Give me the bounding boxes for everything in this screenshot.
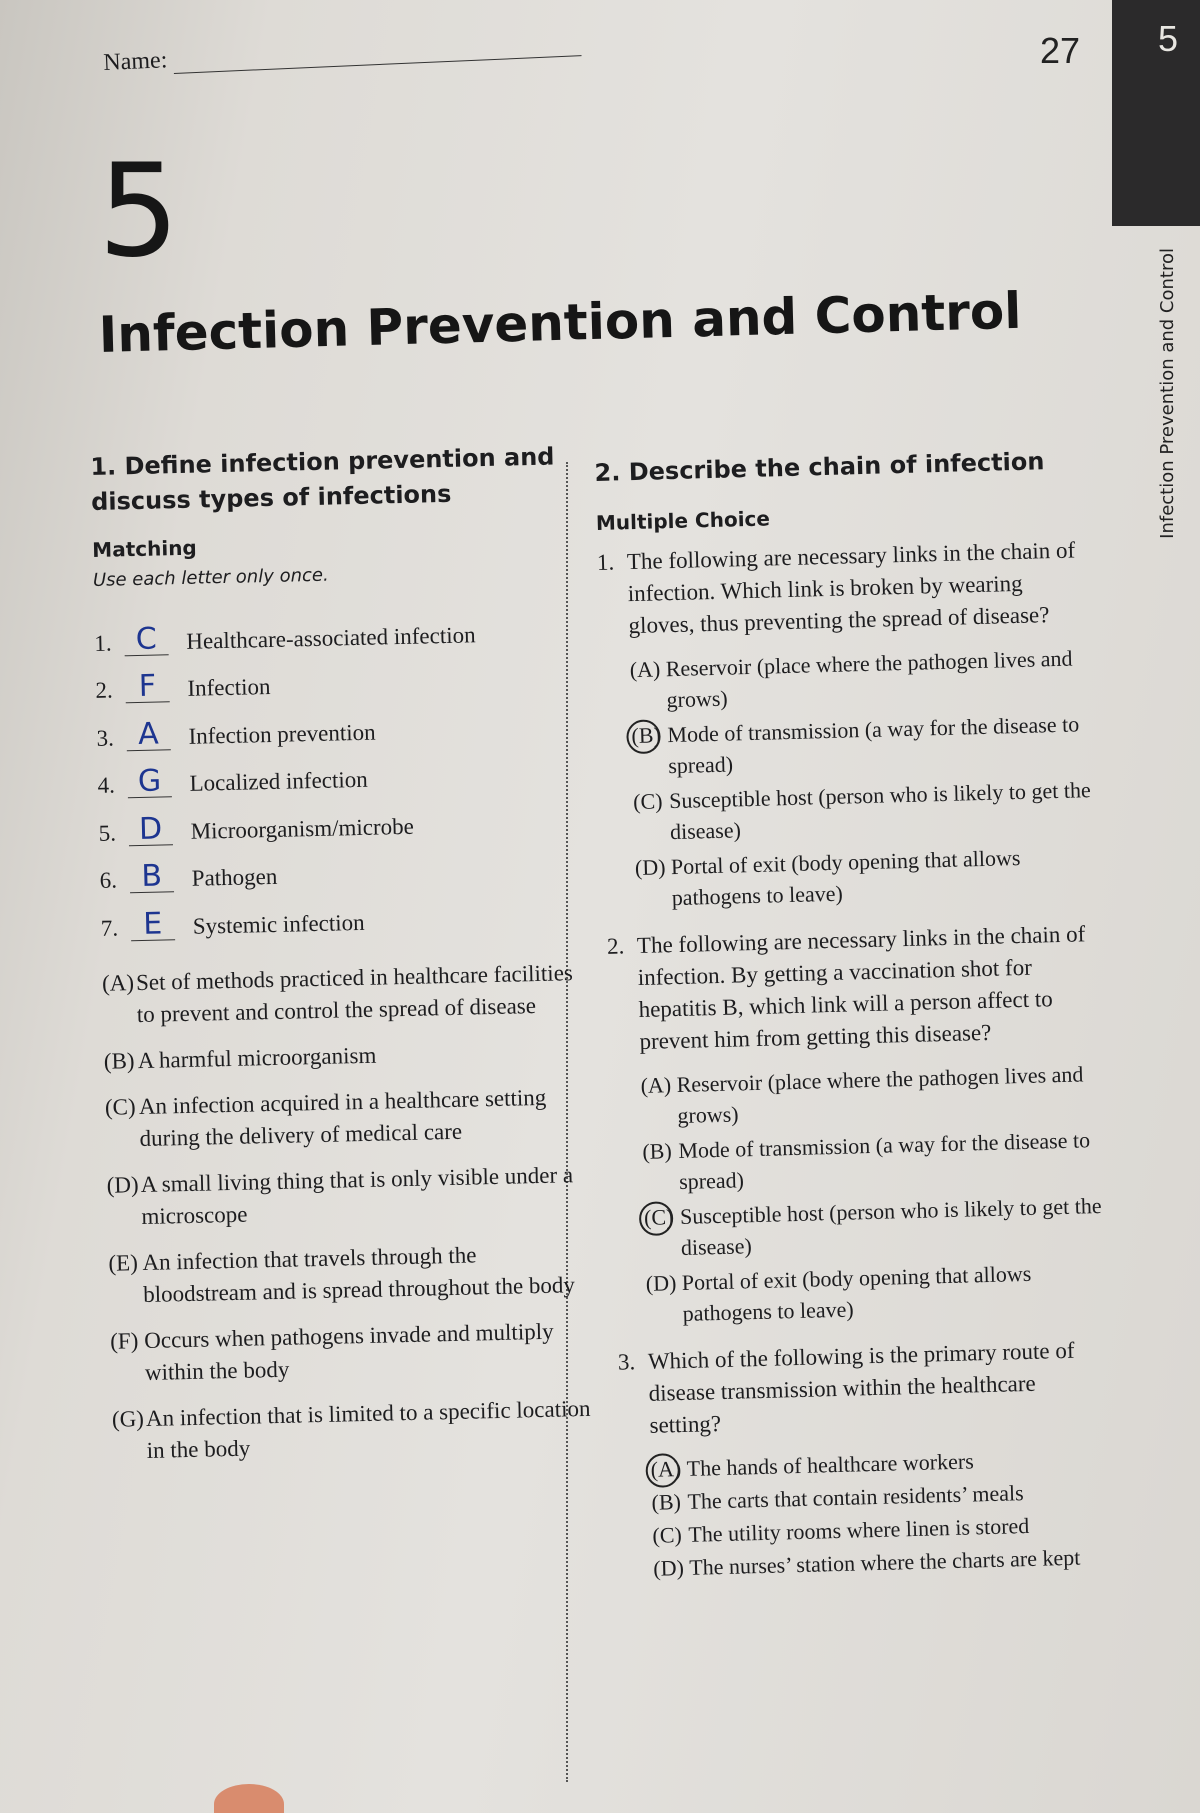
choice-letter: (D) — [634, 854, 666, 881]
section-2-heading: 2. Describe the chain of infection — [594, 447, 1045, 487]
question — [607, 918, 1107, 1331]
section-1-heading: 1. Define infection prevention and discuss types of infections — [90, 442, 555, 516]
answer-choice[interactable] — [642, 1124, 1103, 1198]
answer-choice[interactable] — [645, 1256, 1106, 1330]
matching-options — [102, 956, 593, 1467]
answer-choice[interactable] — [633, 774, 1094, 848]
choice-letter: (B) — [651, 1489, 682, 1515]
matching-option — [104, 1034, 585, 1077]
item-number: 6. — [99, 867, 118, 893]
chapter-number: 5 — [98, 137, 180, 286]
section-1-column — [90, 439, 593, 1481]
option-text: Set of methods practiced in healthcare facilities to prevent and control the spread of disease — [135, 959, 574, 1027]
option-text: A harmful microorganism — [137, 1042, 377, 1073]
choice-text: The carts that contain residents’ meals — [687, 1480, 1024, 1514]
matching-option — [108, 1236, 589, 1311]
answer-blank[interactable]: D — [128, 814, 173, 846]
choice-text: Susceptible host (person who is likely to get the disease) — [679, 1192, 1102, 1260]
choice-text: The hands of healthcare workers — [686, 1448, 975, 1481]
item-term: Localized infection — [189, 766, 368, 796]
matching-subheading: Matching — [91, 535, 197, 562]
question — [597, 534, 1096, 915]
item-number: 1. — [94, 630, 112, 656]
choice-letter: (C) — [644, 1201, 682, 1264]
question-text: The following are necessary links in the chain of infection. By getting a vaccination shot for hepatitis B, which link will a person affect to prevent him from getting this disease? — [636, 921, 1086, 1055]
item-number: 7. — [100, 914, 119, 941]
matching-instruction: Use each letter only once. — [92, 564, 329, 591]
option-letter: (C) — [104, 1093, 136, 1120]
matching-list — [94, 598, 581, 941]
option-letter: (G) — [111, 1405, 145, 1432]
option-text: An infection that travels through the bloodstream and is spread throughout the body — [142, 1241, 576, 1307]
choice-letter: (C) — [652, 1522, 683, 1548]
answer-choice[interactable] — [644, 1190, 1105, 1264]
side-running-title: Infection Prevention and Control — [1157, 248, 1178, 539]
item-term: Infection prevention — [188, 719, 376, 749]
item-term: Pathogen — [191, 863, 278, 891]
question-text: The following are necessary links in the chain of infection. Which link is broken by wearing gloves, thus preventing the spread of disease? — [626, 537, 1076, 639]
matching-option — [105, 1080, 586, 1155]
thumb-shape — [214, 1784, 284, 1813]
choice-text: Reservoir (place where the pathogen lives and grows) — [676, 1061, 1084, 1129]
option-letter: (E) — [108, 1249, 139, 1276]
choice-letter: (A) — [629, 656, 661, 683]
name-blank-line[interactable] — [173, 35, 582, 74]
choice-text: Portal of exit (body opening that allows pathogens to leave) — [681, 1260, 1032, 1326]
choice-letter: (B) — [642, 1138, 673, 1164]
choice-text: The utility rooms where linen is stored — [688, 1512, 1030, 1547]
question-number: 2. — [606, 933, 625, 959]
answer-blank[interactable]: E — [130, 909, 175, 941]
option-letter: (F) — [109, 1327, 139, 1354]
item-number: 5. — [98, 820, 117, 846]
option-text: An infection that is limited to a specific location in the body — [145, 1395, 591, 1463]
answer-choice[interactable] — [631, 708, 1092, 782]
answer-blank[interactable]: G — [127, 766, 172, 798]
option-letter: (D) — [106, 1171, 139, 1198]
choice-text: Reservoir (place where the pathogen lives and grows) — [665, 645, 1073, 713]
option-text: Occurs when pathogens invade and multiply within the body — [143, 1318, 554, 1385]
answer-blank[interactable]: C — [124, 624, 169, 656]
choice-text: Susceptible host (person who is likely to get the disease) — [668, 777, 1091, 845]
option-text: A small living thing that is only visible under a microscope — [140, 1161, 574, 1229]
item-number: 2. — [95, 677, 113, 703]
question-stem — [597, 534, 1089, 643]
choice-letter: (A) — [650, 1453, 687, 1485]
matching-option — [112, 1392, 593, 1467]
option-text: An infection acquired in a healthcare setting during the delivery of medical care — [138, 1084, 547, 1151]
chapter-tab — [1112, 0, 1200, 226]
item-term: Microorganism/microbe — [190, 813, 415, 844]
choice-text: The nurses’ station where the charts are kept — [688, 1544, 1081, 1580]
answer-blank[interactable]: B — [129, 861, 174, 893]
question-stem — [607, 918, 1100, 1059]
question-number: 3. — [617, 1349, 636, 1375]
chapter-title: Infection Prevention and Control — [98, 281, 1023, 364]
tab-number: 5 — [1157, 18, 1178, 59]
choice-letter: (B) — [631, 719, 669, 782]
answer-choice[interactable] — [635, 840, 1096, 914]
option-letter: (B) — [103, 1047, 135, 1074]
choice-letter: (D) — [652, 1555, 685, 1581]
answer-blank[interactable]: A — [126, 719, 171, 751]
choice-letter: (A) — [640, 1072, 672, 1098]
question-number: 1. — [596, 549, 615, 575]
item-number: 4. — [97, 772, 116, 798]
page-number: 27 — [1040, 30, 1081, 71]
question-text: Which of the following is the primary route of disease transmission within the healthcare setting? — [647, 1337, 1075, 1438]
matching-option — [110, 1314, 591, 1389]
name-label: Name: — [102, 47, 168, 77]
choice-letter: (D) — [645, 1270, 677, 1296]
answer-choice[interactable] — [629, 642, 1090, 716]
item-term: Infection — [187, 673, 271, 701]
item-term: Systemic infection — [192, 909, 365, 939]
section-2-column — [594, 437, 1114, 1600]
item-number: 3. — [96, 725, 115, 751]
answer-choice[interactable] — [640, 1058, 1101, 1132]
choice-text: Mode of transmission (a way for the disease to spread) — [667, 711, 1080, 779]
answer-blank[interactable]: F — [125, 671, 170, 703]
option-letter: (A) — [101, 969, 135, 996]
choice-text: Portal of exit (body opening that allows pathogens to leave) — [670, 844, 1021, 911]
choice-text: Mode of transmission (a way for the disease to spread) — [678, 1127, 1091, 1195]
choice-letter: (C) — [632, 788, 663, 815]
item-term: Healthcare-associated infection — [186, 621, 476, 654]
multiple-choice-subheading: Multiple Choice — [595, 506, 771, 535]
question — [617, 1334, 1113, 1585]
matching-option — [106, 1158, 587, 1233]
matching-option — [102, 956, 583, 1031]
name-field — [103, 29, 582, 77]
question-stem — [617, 1334, 1109, 1443]
